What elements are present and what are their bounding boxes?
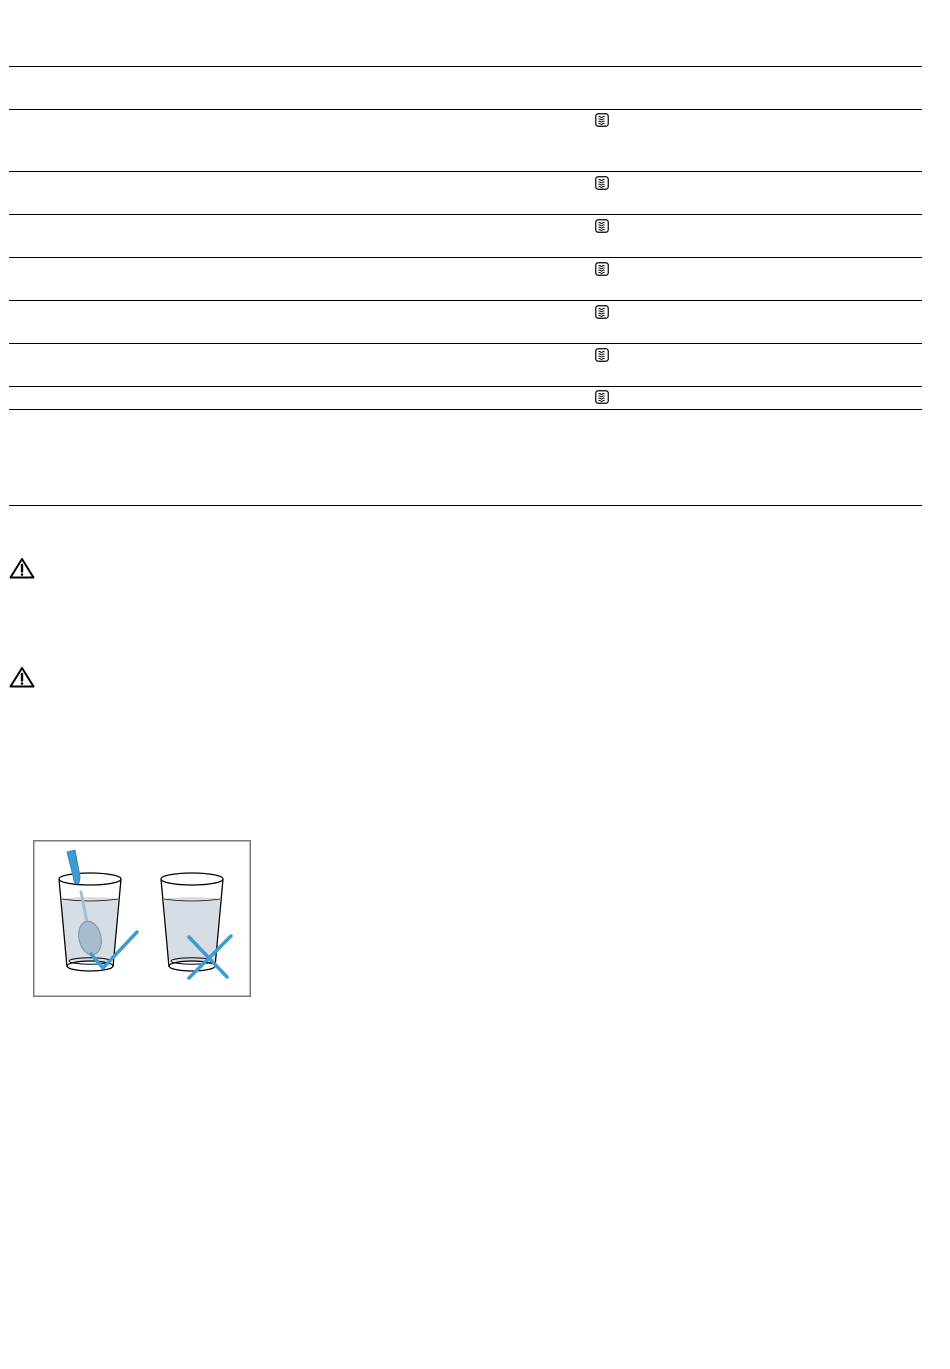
table-row-rule	[9, 171, 922, 172]
table-row-rule	[9, 343, 922, 344]
microwave-power-icon	[595, 176, 609, 190]
warning-triangle-icon	[9, 557, 35, 579]
microwave-power-icon	[595, 305, 609, 319]
microwave-power-icon	[595, 113, 609, 127]
microwave-power-icon	[595, 348, 609, 362]
microwave-power-icon	[595, 219, 609, 233]
microwave-power-icon	[595, 390, 609, 404]
warning-triangle-icon	[9, 666, 35, 688]
table-row-rule	[9, 300, 922, 301]
table-top-rule	[9, 66, 922, 67]
spoon-in-glass-illustration	[33, 840, 251, 997]
table-row-rule	[9, 214, 922, 215]
microwave-power-icon	[595, 262, 609, 276]
table-row-rule	[9, 257, 922, 258]
table-row-rule	[9, 409, 922, 410]
table-header-rule	[9, 109, 922, 110]
table-row-rule	[9, 386, 922, 387]
table-bottom-rule	[9, 505, 922, 506]
